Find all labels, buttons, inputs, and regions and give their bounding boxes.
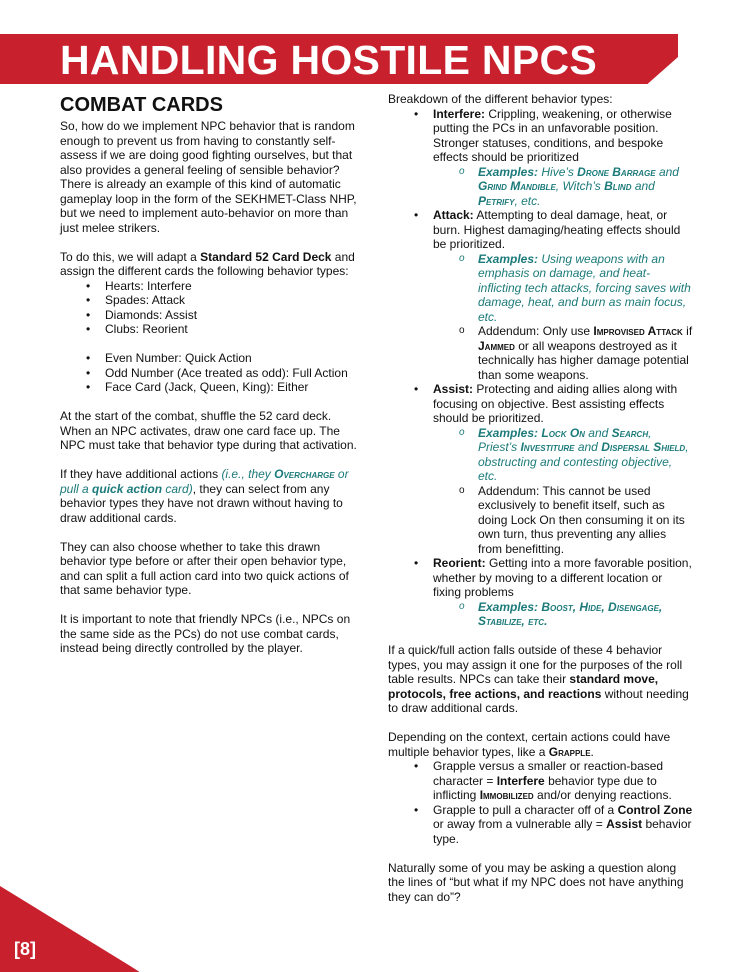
behavior-interfere (388, 107, 693, 165)
text: , etc. (514, 193, 541, 208)
text: and (631, 179, 655, 193)
behavior-list (388, 107, 693, 629)
extra-actions-paragraph (60, 467, 360, 525)
keyword: Assist (606, 817, 643, 831)
text: and (655, 164, 679, 179)
term: Examples: (478, 164, 539, 179)
addendum-assist: o Addendum: This cannot be used exclusively to benefit itself, such as doing Lock On then consuming it on its own turn, thus preventing any allies from benefitting. (388, 484, 693, 557)
list-item: • Hearts: Interfere (60, 279, 360, 294)
text: Crippling, weakening, or otherwise putting the PCs in an unfavorable position. Stronger statuses, conditions, and bespoke effects should be prioritized (433, 106, 672, 164)
term: Assist: (433, 382, 474, 396)
text: if (682, 324, 693, 338)
list-item: • Even Number: Quick Action (60, 351, 360, 366)
keyword: standard move, protocols, free actions, and reactions (388, 672, 659, 701)
keyword: Control Zone (617, 802, 693, 817)
list-item: • Odd Number (Ace treated as odd): Full Action (60, 366, 360, 381)
term: Attack: (433, 208, 474, 222)
text: or pull a (60, 467, 349, 496)
text: , they can select from any behavior types they have not drawn without having to draw additional cards. (60, 481, 343, 525)
addendum-attack (388, 324, 693, 382)
adapt-paragraph (60, 250, 360, 279)
text: Grapple to pull a character off of a (433, 802, 618, 817)
deck-name: Standard 52 Card Deck (200, 249, 332, 264)
keyword: Dispersal Shield (601, 440, 686, 454)
behavior-assist (388, 382, 693, 426)
page-number: [8] (14, 939, 36, 959)
adapt-text: To do this, we will adapt a (60, 249, 201, 264)
text: , Priest’s (478, 425, 652, 454)
suit-list (60, 279, 360, 337)
keyword: Investiture (520, 440, 575, 454)
grapple-list (388, 759, 693, 846)
outside-paragraph (388, 643, 693, 716)
keyword: Search (611, 425, 649, 440)
friendly-paragraph: It is important to note that friendly NPCs (i.e., NPCs on the same side as the PCs) do not use combat cards, instead being directly controlled by the player. (60, 612, 351, 655)
behavior-reorient (388, 556, 693, 600)
text: , Witch’s (555, 179, 605, 193)
list-item: • Spades: Attack (60, 293, 360, 308)
term: Interfere: (433, 106, 486, 121)
list-item (388, 759, 693, 803)
text: and (584, 425, 612, 440)
adapt-text-end: and assign the different cards the following behavior types: (60, 249, 355, 278)
example-attack (388, 252, 693, 325)
term: Examples: (478, 599, 539, 614)
keyword: Interfere (496, 773, 545, 788)
context-paragraph (388, 730, 693, 759)
text: Attempting to deal damage, heat, or burn. Highest damaging/heating effects should be prioritized. (433, 208, 681, 251)
text: Depending on the context, certain actions could have multiple behavior types, like a (388, 730, 671, 759)
text: . (590, 744, 594, 759)
keyword: Boost, Hide, Disengage, Stabilize, etc. (478, 599, 663, 628)
term: Reorient: (433, 556, 486, 570)
text: Using weapons with an emphasis on damage, and heat-inflicting tech attacks, forcing saves with damage, heat, and burn as main focus, etc. (478, 251, 691, 324)
footer-corner-decoration (0, 886, 140, 972)
term: Examples: (478, 251, 539, 266)
keyword: Grapple (548, 744, 591, 759)
choose-paragraph: They can also choose whether to take this drawn behavior type before or after their open behavior type, and can split a full action card into two quick actions of that same behavior type. (60, 539, 349, 597)
term: Examples: (478, 425, 539, 440)
keyword: Jammed (478, 338, 515, 353)
text: Hive’s (538, 164, 578, 179)
list-item: • Face Card (Jack, Queen, King): Either (60, 380, 360, 395)
keyword: Grind Mandible (478, 179, 556, 193)
text: Grapple versus a smaller or reaction-based character = (433, 759, 664, 788)
text: (i.e., they (221, 467, 275, 481)
keyword: Drone Barrage (577, 164, 656, 179)
breakdown-intro: Breakdown of the different behavior types: (388, 92, 613, 106)
text: and/or denying reactions. (533, 788, 672, 802)
text: Addendum: Only use (478, 324, 594, 338)
text: without needing to draw additional cards. (388, 686, 689, 715)
keyword: Overcharge (274, 467, 335, 481)
example-reorient (388, 600, 693, 629)
text: Getting into a more favorable position, whether by moving to a different location or fixing problems (433, 556, 692, 599)
right-column (388, 92, 693, 919)
left-column (60, 93, 360, 670)
keyword: Immobilized (479, 788, 534, 802)
text: card) (162, 481, 193, 496)
text: or away from a vulnerable ally = (433, 817, 607, 831)
list-item: • Diamonds: Assist (60, 308, 360, 323)
text: and (574, 440, 602, 454)
keyword: Improvised Attack (593, 324, 683, 338)
text: Protecting and aiding allies along with focusing on objective. Best assisting effects should be prioritized. (433, 382, 678, 425)
text: , obstructing and contesting objective, etc. (478, 440, 689, 483)
example-assist (388, 426, 693, 484)
intro-paragraph: So, how do we implement NPC behavior that is random enough to prevent us from having to constantly self-assess if we are doing good fighting ourselves, but that also provides a general feeling of sensible behavior? There is already an example of this kind of automatic gameplay loop in the form of the SEKHMET-Class NHP, but we need to implement auto-behavior on more than just melee strikers. (60, 119, 357, 235)
text: behavior type due to inflicting (433, 773, 657, 802)
keyword: Blind (604, 179, 632, 193)
closing-paragraph: Naturally some of you may be asking a question along the lines of “but what if my NPC does not have anything they can do”? (388, 860, 684, 904)
list-item (388, 803, 693, 847)
start-paragraph: At the start of the combat, shuffle the 52 card deck. When an NPC activates, draw one card face up. The NPC must take that behavior type during that activation. (60, 409, 357, 452)
section-heading: COMBAT CARDS (60, 94, 223, 116)
text: If a quick/full action falls outside of these 4 behavior types, you may assign it one for the purposes of the roll table results. NPCs can take their (388, 643, 683, 686)
example-interfere (388, 165, 693, 209)
text: or all weapons destroyed as it technically has higher damage potential than some weapons. (478, 338, 689, 382)
keyword: quick action (92, 481, 163, 496)
behavior-attack (388, 208, 693, 252)
text: behavior type. (433, 817, 692, 846)
list-item: • Clubs: Reorient (60, 322, 360, 337)
number-list (60, 351, 360, 395)
text: If they have additional actions (60, 467, 222, 481)
keyword: Lock On (541, 425, 585, 440)
page-title: HANDLING HOSTILE NPCS (60, 37, 598, 83)
keyword: Petrify (478, 193, 515, 208)
